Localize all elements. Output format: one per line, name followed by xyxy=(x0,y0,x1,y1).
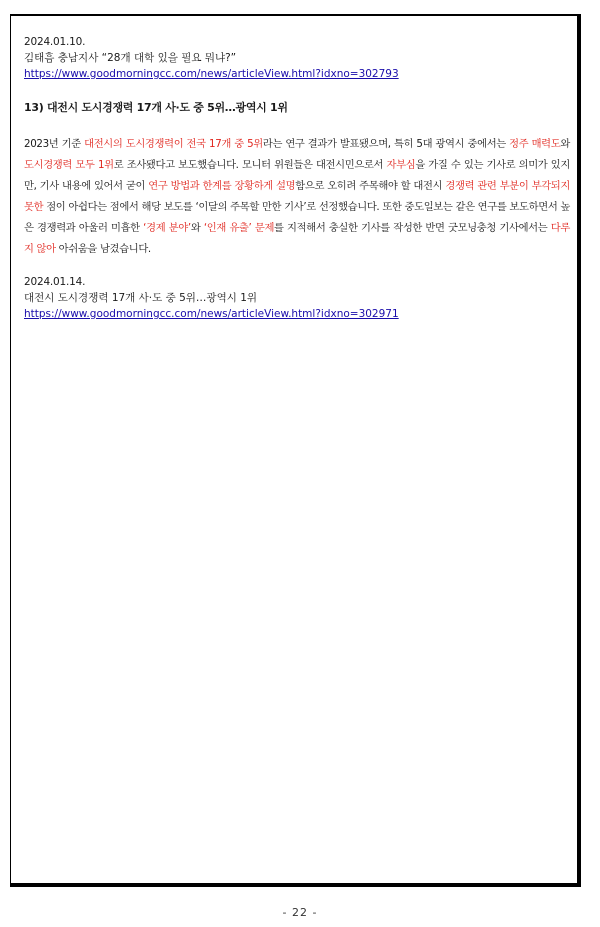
body-text-run: 을 가질 수 있는 기사로 의미가 있지만, 기사 내용에 있어서 굳이 xyxy=(24,159,570,192)
section-heading: 13) 대전시 도시경쟁력 17개 사·도 중 5위…광역시 1위 xyxy=(24,101,288,114)
body-text-run: 라는 연구 결과가 발표됐으며, 특히 5대 광역시 중에서는 xyxy=(262,138,510,150)
body-text-run: 와 xyxy=(560,138,570,150)
body-text-run: 로 조사됐다고 보도했습니다. 모니터 위원들은 대전시민으로서 xyxy=(113,159,387,171)
body-highlight-text: ‘경제 분야’ xyxy=(143,222,191,234)
entry1-date: 2024.01.10. xyxy=(24,36,86,48)
body-highlight-text: ‘인재 유출’ 문제 xyxy=(203,222,275,234)
body-text-run: 점이 아쉽다는 점에서 해당 보도를 ‘이달의 주목할 만한 기사’로 선정했습니다. 또한 중도일보는 같은 연구를 보도하면서 높은 경쟁력과 아울러 미흡한 xyxy=(24,201,570,234)
body-highlight-text: 대전시의 도시경쟁력이 전국 17개 중 5위 xyxy=(84,138,263,150)
body-text-run: 와 xyxy=(190,222,204,234)
body-text-run: 함으로 오히려 주목해야 할 대전시 xyxy=(295,180,446,192)
body-text-run: 아쉬움을 남겼습니다. xyxy=(55,243,151,255)
section-body xyxy=(24,134,570,260)
entry2-date: 2024.01.14. xyxy=(24,276,86,288)
body-text-run: 2023년 기준 xyxy=(24,138,85,150)
body-highlight-text: 다루지 않아 xyxy=(24,222,570,255)
body-highlight-text: 연구 방법과 한계를 장황하게 설명 xyxy=(148,180,296,192)
body-highlight-text: 도시경쟁력 모두 1위 xyxy=(24,159,114,171)
entry2-title: 대전시 도시경쟁력 17개 사·도 중 5위…광역시 1위 xyxy=(24,292,258,304)
entry2-link[interactable]: https://www.goodmorningcc.com/news/articleView.html?idxno=302971 xyxy=(24,308,399,320)
body-highlight-text: 정주 매력도 xyxy=(509,138,561,150)
page-number: - 22 - xyxy=(282,906,318,919)
body-highlight-text: 자부심 xyxy=(386,159,416,171)
entry1-link[interactable]: https://www.goodmorningcc.com/news/articleView.html?idxno=302793 xyxy=(24,68,399,80)
body-text-run: 를 지적해서 충실한 기사를 작성한 반면 굿모닝충청 기사에서는 xyxy=(274,222,551,234)
body-highlight-text: 경쟁력 관련 부분이 부각되지 못한 xyxy=(24,180,570,213)
entry1-title: 김태흠 충남지사 “28개 대학 있을 필요 뭐냐?” xyxy=(24,52,237,64)
document-content xyxy=(24,34,570,322)
